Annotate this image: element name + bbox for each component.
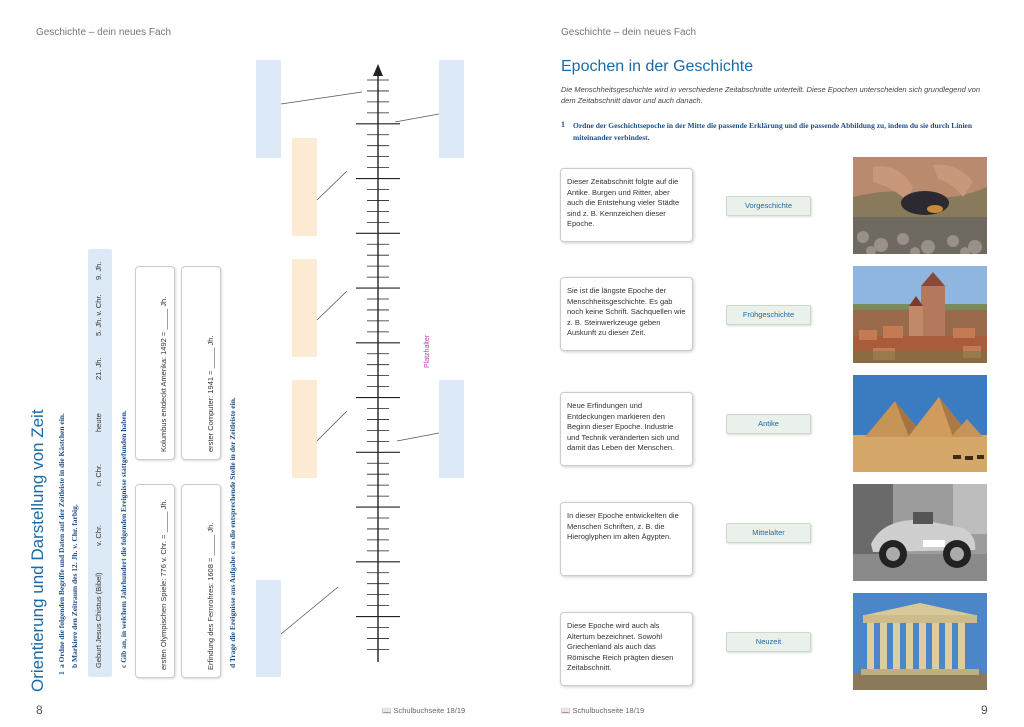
description-card[interactable]: Neue Erfindungen und Entdeckungen markieren den Beginn dieser Epoche. Industrie und Technik veränderten sich und damit das Leben der Menschen.	[560, 392, 693, 466]
term: 21. Jh.	[94, 357, 103, 380]
book-icon: 📖	[561, 706, 571, 715]
parthenon-photo[interactable]	[853, 593, 987, 690]
epoch-label[interactable]: Antike	[726, 414, 811, 434]
epoch-label[interactable]: Mittelalter	[726, 523, 811, 543]
footer-right: 📖 Schulbuchseite 18/19	[561, 706, 645, 715]
medieval-town-photo[interactable]	[853, 266, 987, 363]
event-text: Kolumbus entdeckt Amerika: 1492 = _____ Jh.	[159, 296, 168, 452]
term: Geburt Jesus Chistus (Bibel)	[94, 572, 103, 668]
task-text: Ordne der Geschichtsepoche in der Mitte die passende Erklärung und die passende Abbildung zu, indem du sie durch Linien miteinander verbindest.	[573, 121, 973, 142]
pyramids-photo[interactable]	[853, 375, 987, 472]
task-1-number: 1	[57, 671, 66, 675]
event-text: erster Computer: 1941 = _____ Jh.	[206, 335, 215, 452]
timeline-arrow-icon	[373, 64, 383, 76]
book-icon: 📖	[382, 706, 392, 715]
footer-left: 📖 Schulbuchseite 18/19	[382, 706, 466, 715]
epoch-label[interactable]: Frühgeschichte	[726, 305, 811, 325]
term: n. Chr.	[94, 463, 103, 486]
task-1a: a Ordne die folgenden Begriffe und Daten auf der Zeitleiste in die Kästchen ein.	[57, 413, 66, 668]
term: heute	[94, 413, 103, 432]
task-1d: d Trage die Ereignisse aus Aufgabe c an die entsprechende Stelle in der Zeitleiste ein.	[228, 397, 237, 668]
page-heading: Epochen in der Geschichte	[561, 58, 754, 75]
description-card[interactable]: Dieser Zeitabschnitt folgte auf die Antike. Burgen und Ritter, aber auch die Entstehung vieler Städte sind z. B. Kennzeichen dieser Epoche.	[560, 168, 693, 242]
epoch-label[interactable]: Neuzeit	[726, 632, 811, 652]
event-card	[181, 266, 221, 460]
running-head-left: Geschichte – dein neues Fach	[36, 27, 172, 38]
placeholder-label: Platzhalter	[424, 334, 431, 368]
event-text: Erfindung des Fernrohres: 1608 = _____ Jh.	[206, 522, 215, 670]
description-card[interactable]: In dieser Epoche entwickelten die Menschen Schriften, z. B. die Hieroglyphen im alten Ägypten.	[560, 502, 693, 576]
intro-text: Die Menschheitsgeschichte wird in verschiedene Zeitabschnitte unterteilt. Diese Epochen unterscheiden sich grundlegend von dem Zeitabschnitt davor und auch danach.	[561, 85, 980, 105]
page-number-right: 9	[981, 703, 988, 717]
page-title-left: Orientierung und Darstellung von Zeit	[28, 409, 47, 692]
vintage-car-photo[interactable]	[853, 484, 987, 581]
term: 5. Jh. v. Chr.	[94, 294, 103, 336]
event-card	[135, 484, 175, 678]
term: 9. Jh.	[94, 261, 103, 280]
page-number-left: 8	[36, 703, 43, 717]
event-card	[181, 484, 221, 678]
event-card	[135, 266, 175, 460]
task-1b: b Markiere den Zeitraum des 12. Jh. v. Chr. farbig.	[70, 504, 79, 668]
running-head-right: Geschichte – dein neues Fach	[561, 27, 697, 38]
stone-tool-photo[interactable]	[853, 157, 987, 254]
timeline	[250, 60, 480, 670]
task-1c: c Gib an, in welchem Jahrhundert die folgenden Ereignisse stattgefunden haben.	[119, 410, 128, 668]
task-number: 1	[561, 120, 565, 129]
description-card[interactable]: Sie ist die längste Epoche der Menschheitsgeschichte. Es gab noch keine Schrift. Sachquellen wie z. B. Steinwerkzeuge geben Auskunft zu dieser Zeit.	[560, 277, 693, 351]
event-text: ersten Olympischen Spiele: 776 v. Chr. = _____ Jh.	[159, 499, 168, 670]
description-card[interactable]: Diese Epoche wird auch als Altertum bezeichnet. Sowohl Griechenland als auch das Römische Reich prägten diesen Zeitabschnitt.	[560, 612, 693, 686]
term: v. Chr.	[94, 524, 103, 546]
epoch-label[interactable]: Vorgeschichte	[726, 196, 811, 216]
